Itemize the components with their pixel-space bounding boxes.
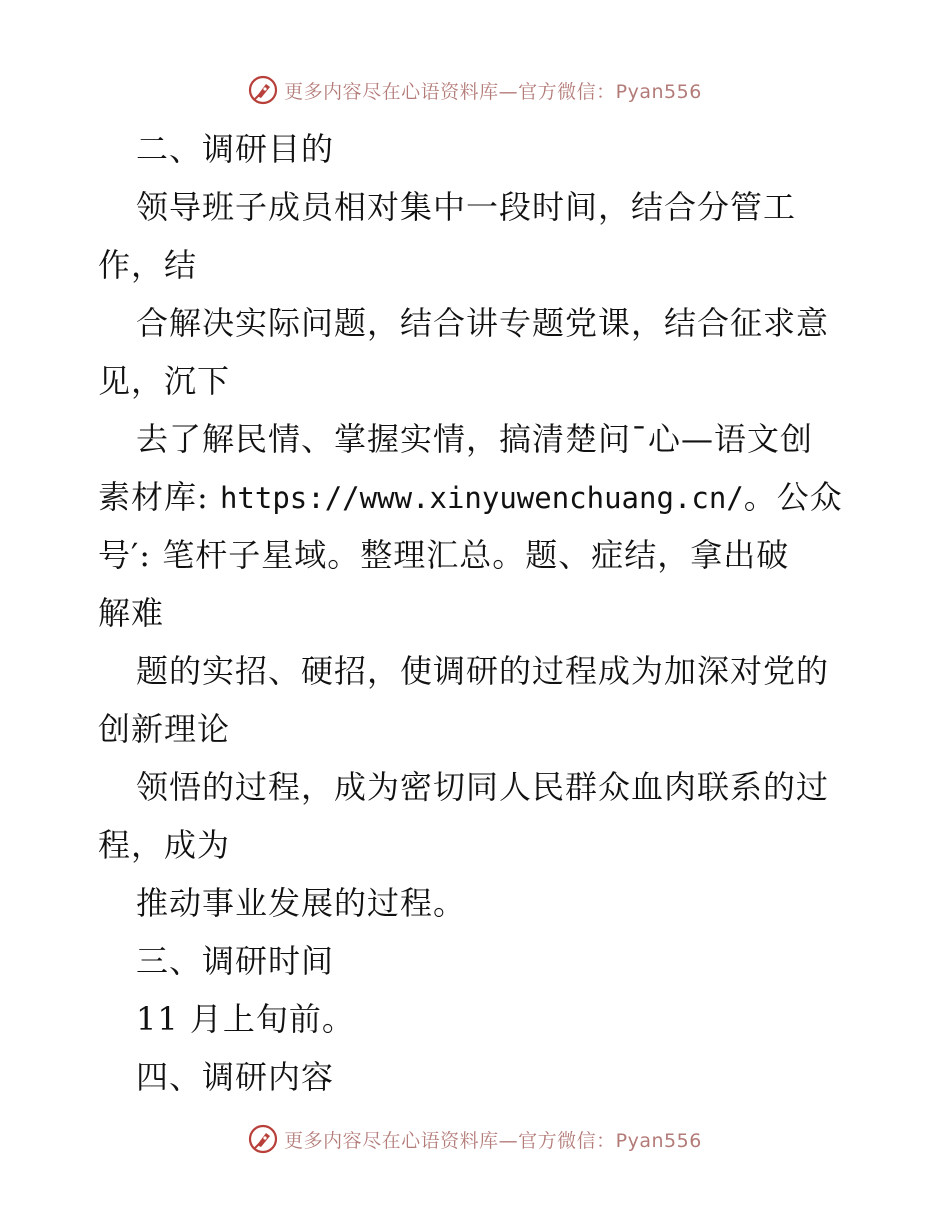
pen-nib-logo-icon	[248, 1124, 278, 1154]
section-heading-time: 三、调研时间	[136, 942, 335, 980]
watermark-text: 更多内容尽在心语资料库—官方微信：Pyan556	[284, 1129, 702, 1152]
paragraph-line: 创新理论	[98, 710, 231, 748]
header-watermark	[0, 73, 950, 107]
paragraph-line: 领导班子成员相对集中一段时间，结合分管工	[136, 188, 797, 226]
paragraph-line-with-url	[98, 468, 858, 526]
paragraph-line: 11 月上旬前。	[136, 1000, 355, 1038]
paragraph-line: 作，结	[98, 246, 198, 284]
paragraph-line: 合解决实际问题，结合讲专题党课，结合征求意	[136, 304, 830, 342]
paragraph-line: 去了解民情、掌握实情，搞清楚问¯心—语文创	[136, 420, 814, 458]
inline-text: 素材库:	[98, 478, 220, 516]
paragraph-line: 见，沉下	[98, 362, 231, 400]
paragraph-line: 领悟的过程，成为密切同人民群众血肉联系的过	[136, 768, 830, 806]
section-heading-purpose: 二、调研目的	[136, 130, 335, 168]
inline-text: 。公众	[743, 478, 843, 516]
paragraph-line: 号′: 笔杆子星域。整理汇总。题、症结，拿出破	[98, 536, 790, 574]
watermark-text: 更多内容尽在心语资料库—官方微信：Pyan556	[284, 80, 702, 103]
paragraph-line: 推动事业发展的过程。	[136, 884, 467, 922]
paragraph-line: 题的实招、硬招，使调研的过程成为加深对党的	[136, 652, 830, 690]
pen-nib-logo-icon	[248, 75, 278, 105]
paragraph-line: 程，成为	[98, 826, 231, 864]
section-heading-content: 四、调研内容	[136, 1058, 335, 1096]
paragraph-line: 解难	[98, 594, 165, 632]
website-url: https://www.xinyuwenchuang.cn/	[219, 481, 744, 515]
footer-watermark	[0, 1122, 950, 1156]
document-body	[98, 120, 858, 1106]
